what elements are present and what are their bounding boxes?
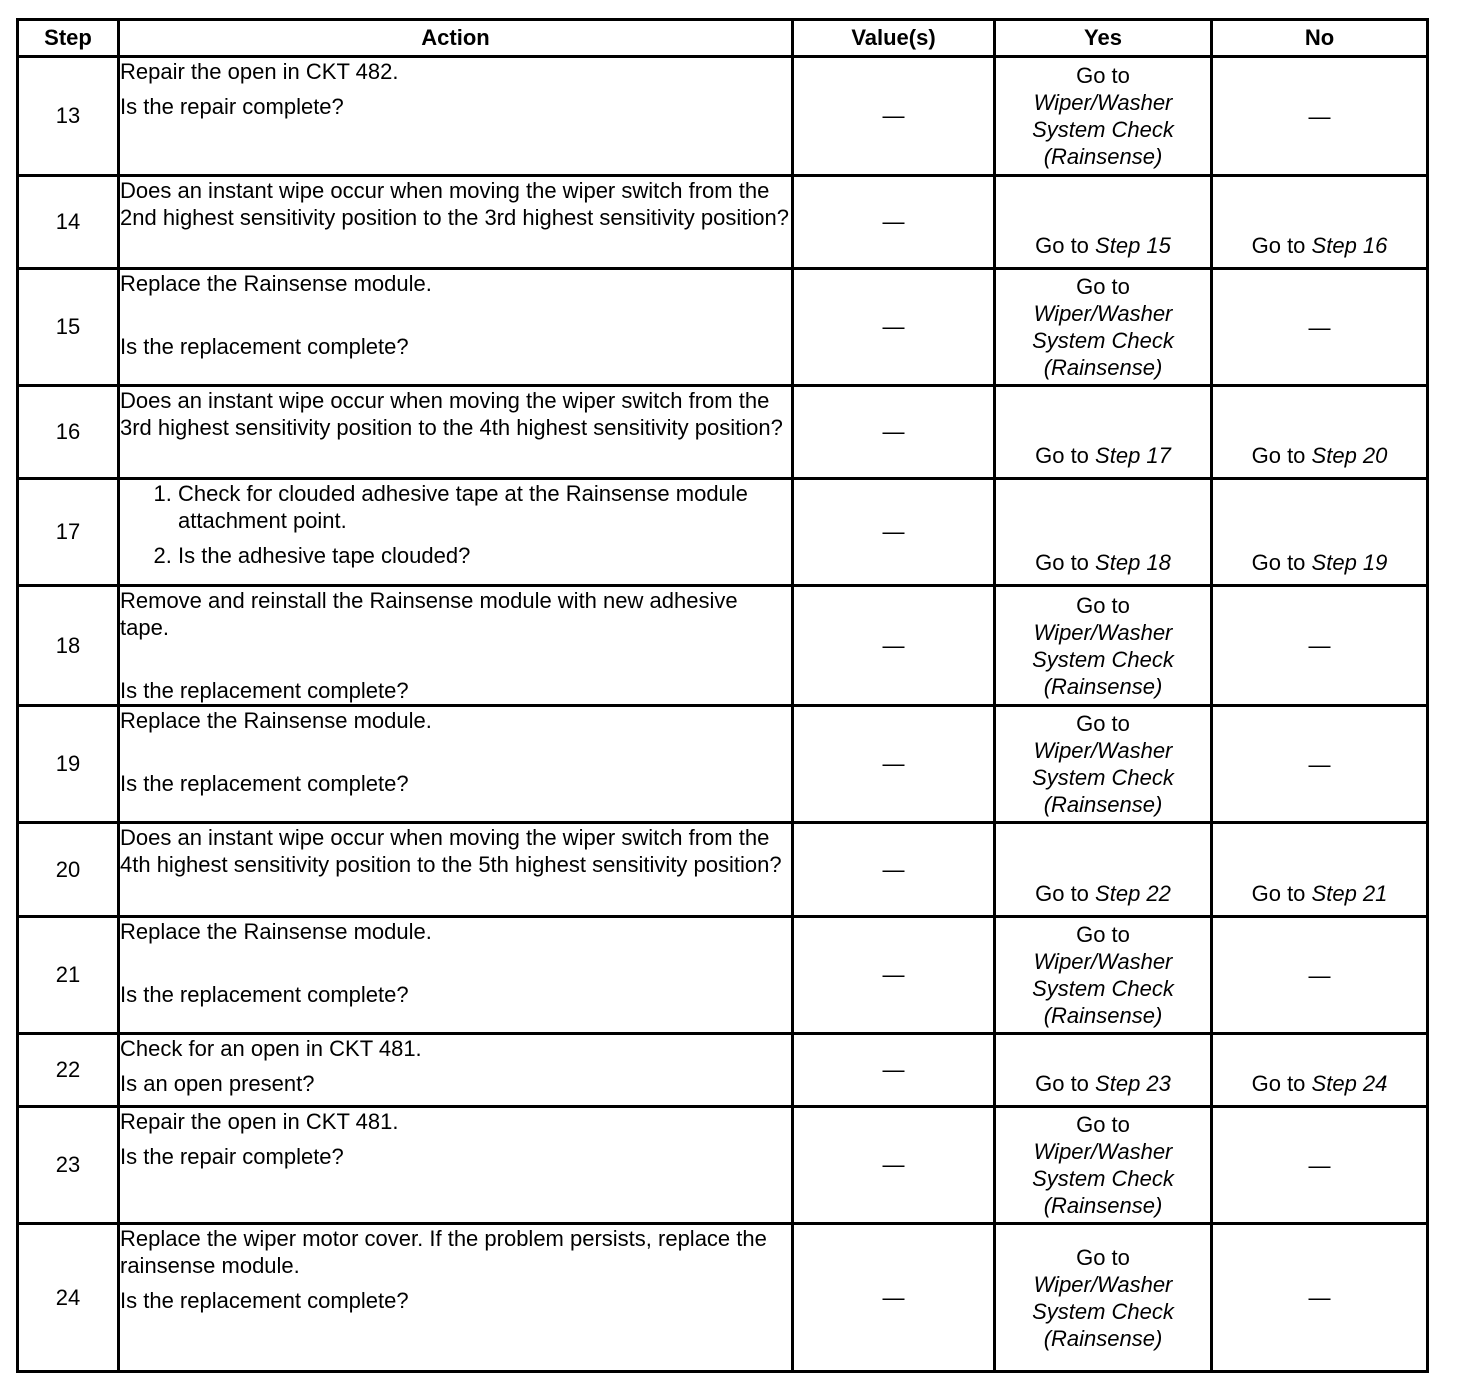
no-cell (1212, 823, 1428, 917)
no-cell (1212, 176, 1428, 269)
value-cell: — (793, 57, 995, 176)
action-cell (119, 479, 793, 586)
table-row (18, 586, 1428, 706)
yes-cell (995, 1107, 1212, 1224)
action-cell (119, 823, 793, 917)
action-text: Remove and reinstall the Rainsense module with new adhesive tape. (120, 588, 738, 640)
action-cell (119, 586, 793, 706)
action-text: Is the replacement complete? (120, 982, 409, 1007)
yes-system-check-line: System Check (1032, 117, 1174, 142)
yes-system-check-line: Wiper/Washer (1033, 949, 1173, 974)
action-text: Replace the Rainsense module. (120, 919, 432, 944)
action-text: Does an instant wipe occur when moving the wiper switch from the 3rd highest sensitivity position to the 4th highest sensitivity position? (120, 388, 783, 440)
step-number: 20 (18, 823, 119, 917)
no-cell (1212, 386, 1428, 479)
step-number: 17 (18, 479, 119, 586)
value-cell: — (793, 176, 995, 269)
yes-step-ref: Step 22 (1095, 881, 1171, 906)
yes-system-check-line: Wiper/Washer (1033, 619, 1173, 645)
yes-system-check-line: System Check (1032, 1166, 1174, 1191)
action-text: Is the replacement complete? (120, 678, 409, 703)
no-goto-label: Go to (1251, 550, 1306, 575)
no-cell: — (1212, 586, 1428, 706)
step-number: 14 (18, 176, 119, 269)
yes-goto-label: Go to (1035, 1071, 1089, 1096)
step-number: 19 (18, 706, 119, 823)
action-text: Repair the open in CKT 481. (120, 1109, 399, 1134)
action-cell (119, 176, 793, 269)
yes-step-ref: Step 17 (1095, 443, 1171, 468)
table-row (18, 269, 1428, 386)
table-row (18, 479, 1428, 586)
yes-system-check-line: (Rainsense) (1043, 144, 1163, 169)
header-values: Value(s) (793, 20, 995, 57)
action-cell (119, 1034, 793, 1107)
no-cell (1212, 1034, 1428, 1107)
action-text: Replace the Rainsense module. (120, 708, 432, 733)
yes-system-check-line: Wiper/Washer (1033, 1271, 1173, 1297)
yes-goto-label: Go to (1076, 922, 1130, 947)
yes-goto-label: Go to (1076, 274, 1130, 299)
no-step-ref: Step 16 (1311, 233, 1388, 258)
diagnostic-table (16, 18, 1429, 1373)
step-number: 21 (18, 917, 119, 1034)
table-row (18, 823, 1428, 917)
yes-cell (995, 479, 1212, 586)
table-row (18, 1107, 1428, 1224)
yes-system-check-line: System Check (1032, 646, 1174, 672)
value-cell: — (793, 269, 995, 386)
yes-system-check-line: (Rainsense) (1043, 792, 1163, 817)
action-cell (119, 1224, 793, 1372)
step-number: 23 (18, 1107, 119, 1224)
table-row (18, 176, 1428, 269)
yes-goto-label: Go to (1035, 550, 1089, 575)
no-goto-label: Go to (1251, 1071, 1306, 1096)
yes-goto-label: Go to (1035, 443, 1089, 468)
yes-cell (995, 176, 1212, 269)
yes-system-check-line: (Rainsense) (1043, 1003, 1163, 1028)
yes-step-ref: Step 15 (1095, 233, 1171, 258)
yes-cell (995, 1034, 1212, 1107)
value-cell: — (793, 706, 995, 823)
yes-goto-label: Go to (1076, 1112, 1130, 1137)
yes-goto-label: Go to (1076, 592, 1130, 618)
no-goto-label: Go to (1251, 443, 1306, 468)
step-number: 16 (18, 386, 119, 479)
yes-system-check-line: Wiper/Washer (1033, 301, 1173, 326)
action-cell (119, 706, 793, 823)
action-text: Is the replacement complete? (120, 334, 409, 359)
value-cell: — (793, 1107, 995, 1224)
step-number: 13 (18, 57, 119, 176)
no-cell (1212, 479, 1428, 586)
yes-system-check-line: System Check (1032, 328, 1174, 353)
action-text: Is an open present? (120, 1071, 315, 1096)
header-no: No (1212, 20, 1428, 57)
yes-system-check-line: System Check (1032, 765, 1174, 790)
action-text: Is the repair complete? (120, 94, 344, 119)
value-cell: — (793, 586, 995, 706)
yes-system-check-line: Wiper/Washer (1033, 738, 1173, 763)
action-list (120, 480, 791, 569)
value-cell: — (793, 479, 995, 586)
value-cell: — (793, 917, 995, 1034)
no-step-ref: Step 24 (1311, 1071, 1388, 1096)
action-cell (119, 1107, 793, 1224)
no-cell: — (1212, 269, 1428, 386)
step-number: 24 (18, 1224, 119, 1372)
value-cell: — (793, 823, 995, 917)
yes-cell (995, 386, 1212, 479)
yes-cell (995, 823, 1212, 917)
yes-cell (995, 706, 1212, 823)
action-text: Is the repair complete? (120, 1144, 344, 1169)
yes-step-ref: Step 18 (1095, 550, 1171, 575)
action-text: Is the replacement complete? (120, 771, 409, 796)
no-step-ref: Step 20 (1311, 443, 1388, 468)
action-text: Replace the wiper motor cover. If the problem persists, replace the rainsense module. (120, 1226, 767, 1278)
yes-goto-label: Go to (1035, 233, 1089, 258)
value-cell: — (793, 1224, 995, 1372)
yes-goto-label: Go to (1076, 63, 1130, 88)
action-cell (119, 386, 793, 479)
no-cell: — (1212, 1107, 1428, 1224)
action-text: Repair the open in CKT 482. (120, 59, 399, 84)
yes-goto-label: Go to (1035, 881, 1089, 906)
no-goto-label: Go to (1251, 881, 1306, 906)
action-cell (119, 269, 793, 386)
table-row (18, 386, 1428, 479)
header-step: Step (18, 20, 119, 57)
yes-cell (995, 269, 1212, 386)
action-text: Replace the Rainsense module. (120, 271, 432, 296)
yes-goto-label: Go to (1076, 711, 1130, 736)
table-row (18, 57, 1428, 176)
table-row (18, 917, 1428, 1034)
table-header-row (18, 20, 1428, 57)
yes-step-ref: Step 23 (1095, 1071, 1171, 1096)
yes-cell (995, 1224, 1212, 1372)
action-list-item: 2. Is the adhesive tape clouded? (178, 542, 791, 569)
no-cell: — (1212, 917, 1428, 1034)
no-goto-label: Go to (1251, 233, 1306, 258)
yes-system-check-line: (Rainsense) (1043, 673, 1163, 699)
action-text: Check for an open in CKT 481. (120, 1036, 422, 1061)
action-text: Is the replacement complete? (120, 1288, 409, 1313)
action-cell (119, 917, 793, 1034)
action-list-item: 1. Check for clouded adhesive tape at the Rainsense module attachment point. (178, 480, 791, 534)
no-cell: — (1212, 1224, 1428, 1372)
yes-cell (995, 917, 1212, 1034)
header-yes: Yes (995, 20, 1212, 57)
yes-goto-label: Go to (1076, 1244, 1130, 1270)
table-row (18, 1034, 1428, 1107)
yes-system-check-line: (Rainsense) (1043, 1193, 1163, 1218)
action-cell (119, 57, 793, 176)
action-text: Does an instant wipe occur when moving the wiper switch from the 4th highest sensitivity position to the 5th highest sensitivity position? (120, 825, 782, 877)
step-number: 22 (18, 1034, 119, 1107)
action-text: Does an instant wipe occur when moving the wiper switch from the 2nd highest sensitivity position to the 3rd highest sensitivity position? (120, 178, 789, 230)
yes-system-check-line: Wiper/Washer (1033, 1139, 1173, 1164)
yes-system-check-line: System Check (1032, 1298, 1174, 1324)
table-body (18, 57, 1428, 1372)
yes-system-check-line: Wiper/Washer (1033, 90, 1173, 115)
yes-system-check-line: (Rainsense) (1043, 355, 1163, 380)
yes-system-check-line: (Rainsense) (1043, 1325, 1163, 1351)
table-row (18, 706, 1428, 823)
step-number: 18 (18, 586, 119, 706)
no-step-ref: Step 19 (1311, 550, 1388, 575)
step-number: 15 (18, 269, 119, 386)
no-cell: — (1212, 706, 1428, 823)
value-cell: — (793, 1034, 995, 1107)
header-action: Action (119, 20, 793, 57)
table-row (18, 1224, 1428, 1372)
yes-system-check-line: System Check (1032, 976, 1174, 1001)
no-cell: — (1212, 57, 1428, 176)
value-cell: — (793, 386, 995, 479)
no-step-ref: Step 21 (1311, 881, 1388, 906)
yes-cell (995, 586, 1212, 706)
yes-cell (995, 57, 1212, 176)
